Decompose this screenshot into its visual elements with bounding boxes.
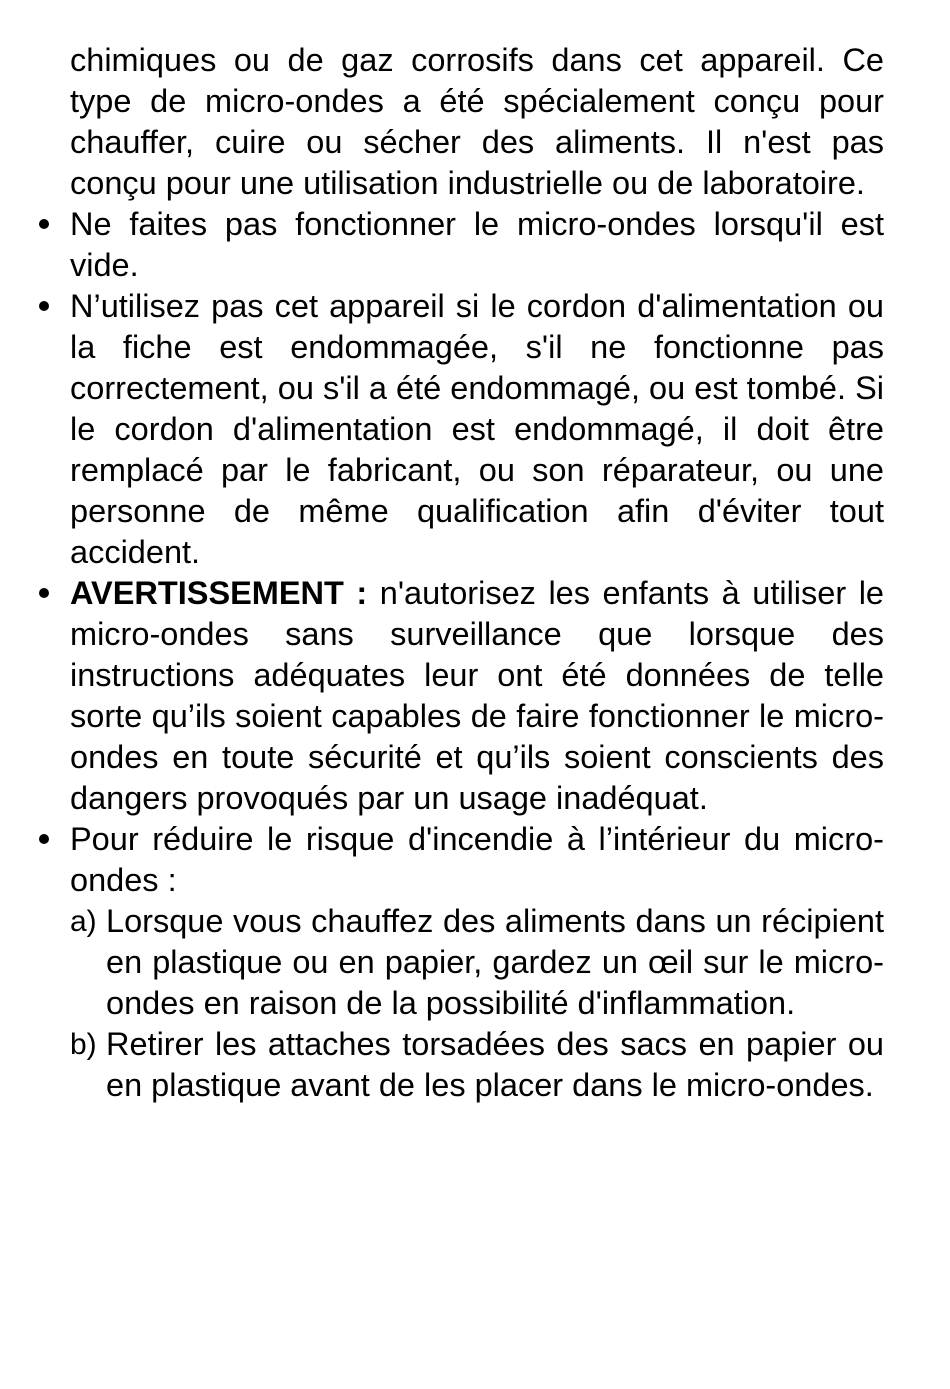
sub-item-a (70, 901, 884, 1024)
bullet-text: Pour réduire le risque d'incendie à l’intérieur du micro-ondes : (70, 821, 884, 898)
sub-item-marker: b) (70, 1028, 97, 1061)
page-content (70, 40, 884, 1106)
bullet-dot-icon (39, 301, 49, 311)
intro-paragraph: chimiques ou de gaz corrosifs dans cet appareil. Ce type de micro-ondes a été spécialement conçu pour chauffer, cuire ou sécher des aliments. Il n'est pas conçu pour une utilisation industrielle ou de laboratoire. (70, 42, 884, 201)
bullet-item-children-warning (70, 573, 884, 819)
bullet-dot-icon (39, 834, 49, 844)
fire-risk-sublist (70, 901, 884, 1106)
sub-item-text: Retirer les attaches torsadées des sacs en papier ou en plastique avant de les placer dans le micro-ondes. (106, 1026, 884, 1103)
bullet-item-fire-risk (70, 819, 884, 1106)
safety-bullet-list (70, 204, 884, 1106)
bullet-dot-icon (39, 219, 49, 229)
sub-item-text: Lorsque vous chauffez des aliments dans un récipient en plastique ou en papier, gardez un œil sur le micro-ondes en raison de la possibilité d'inflammation. (106, 903, 884, 1021)
bullet-text: n'autorisez les enfants à utiliser le micro-ondes sans surveillance que lorsque des instructions adéquates leur ont été données de telle sorte qu’ils soient capables de faire fonctionner le micro-ondes en toute sécurité et qu’ils soient conscients des dangers provoqués par un usage inadéquat. (70, 575, 884, 816)
sub-item-marker: a) (70, 905, 97, 938)
bullet-text: Ne faites pas fonctionner le micro-ondes lorsqu'il est vide. (70, 206, 884, 283)
bullet-item-empty-operation (70, 204, 884, 286)
bullet-text: N’utilisez pas cet appareil si le cordon d'alimentation ou la fiche est endommagée, s'il ne fonctionne pas correctement, ou s'il a été endommagé, ou est tombé. Si le cordon d'alimentation est endommagé, il doit être remplacé par le fabricant, ou son réparateur, ou une personne de même qualification afin d'éviter tout accident. (70, 288, 884, 570)
sub-item-b (70, 1024, 884, 1106)
bullet-dot-icon (39, 588, 49, 598)
warning-label: AVERTISSEMENT : (70, 575, 368, 611)
bullet-item-damaged-cord (70, 286, 884, 573)
